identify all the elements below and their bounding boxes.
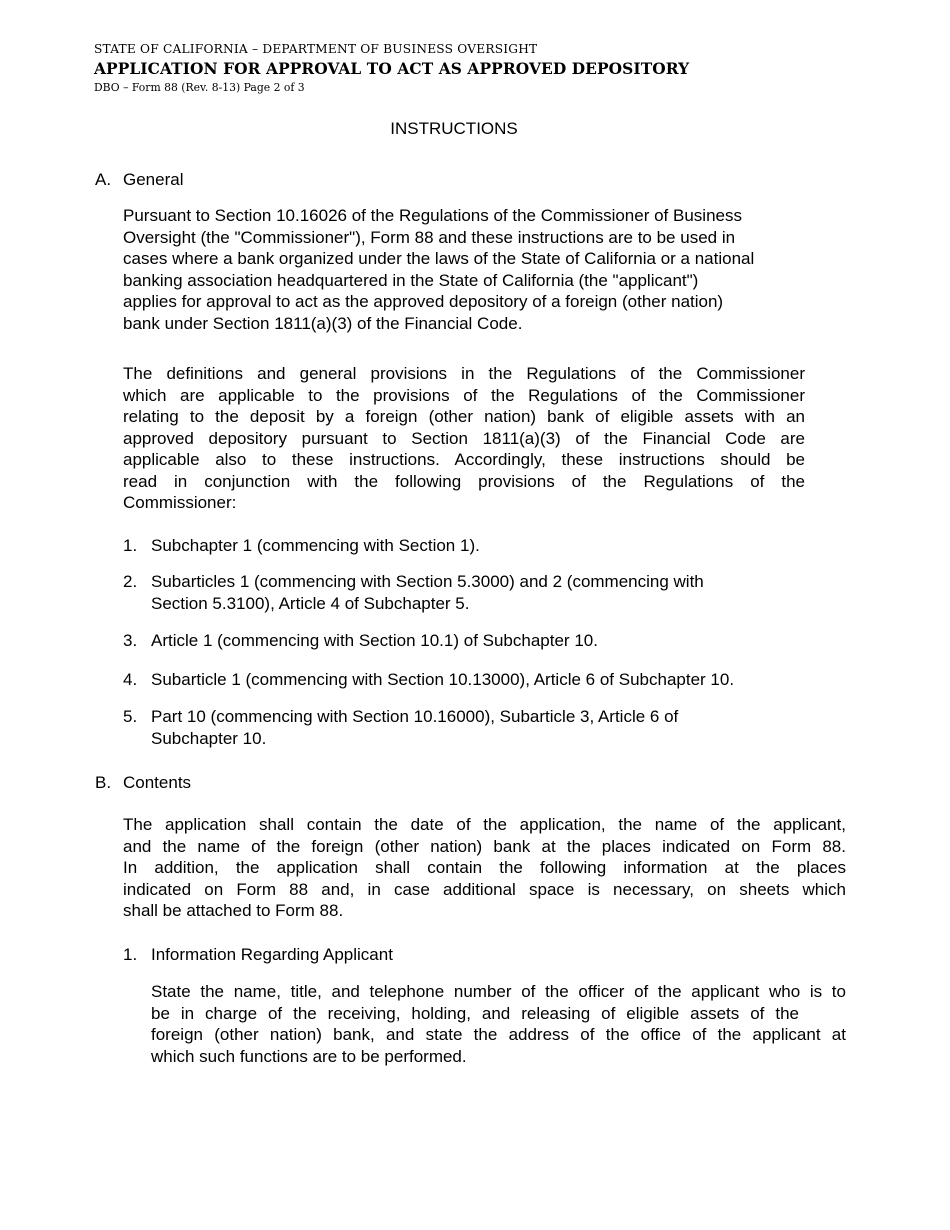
section-b-paragraph-1 [123, 814, 846, 922]
section-a-letter: A. [95, 170, 112, 189]
section-b-heading: Contents [123, 773, 192, 792]
text-line: cases where a bank organized under the laws of the State of California or a national [123, 249, 755, 268]
text-line: In addition, the application shall contain the following information at the places [123, 858, 846, 877]
list-item-number: 1. [123, 536, 138, 555]
list-item-number: 2. [123, 572, 138, 591]
text-line: which are applicable to the provisions of the Regulations of the Commissioner [123, 385, 805, 405]
subsection-paragraph [151, 981, 846, 1067]
text-line: which such functions are to be performed. [151, 1046, 467, 1066]
text-line: shall be attached to Form 88. [123, 901, 344, 920]
section-a-paragraph-2 [123, 363, 805, 514]
text-line: read in conjunction with the following provisions of the Regulations of the [123, 471, 805, 491]
text-line: applies for approval to act as the approved depository of a foreign (other nation) [123, 292, 724, 311]
text-line: The application shall contain the date of the application, the name of the applicant, [123, 815, 846, 834]
text-line: approved depository pursuant to Section 1811(a)(3) of the Financial Code are [123, 428, 805, 448]
text-line: Commissioner: [123, 493, 237, 512]
section-a-paragraph-1 [123, 205, 823, 334]
list-item-text: Section 5.3100), Article 4 of Subchapter 5. [151, 594, 470, 613]
text-line: indicated on Form 88 and, in case additional space is necessary, on sheets which [123, 879, 846, 899]
text-line: Pursuant to Section 10.16026 of the Regulations of the Commissioner of Business [123, 206, 742, 225]
text-line: applicable also to these instructions. Accordingly, these instructions should be [123, 450, 805, 469]
text-line: The definitions and general provisions in the Regulations of the Commissioner [123, 364, 805, 383]
agency-name: STATE OF CALIFORNIA – DEPARTMENT OF BUSINESS OVERSIGHT [94, 42, 538, 56]
text-line: be in charge of the receiving, holding, and releasing of eligible assets of the [151, 1003, 799, 1023]
section-a-heading: General [123, 170, 184, 189]
list-item-number: 3. [123, 631, 138, 650]
list-item-text: Subarticle 1 (commencing with Section 10.13000), Article 6 of Subchapter 10. [151, 670, 735, 689]
text-line: Oversight (the "Commissioner"), Form 88 and these instructions are to be used in [123, 227, 736, 247]
text-line: and the name of the foreign (other nation) bank at the places indicated on Form 88. [123, 836, 846, 856]
list-item-number: 5. [123, 707, 138, 726]
section-b-letter: B. [95, 773, 112, 792]
list-item-text: Article 1 (commencing with Section 10.1) of Subchapter 10. [151, 631, 598, 650]
text-line: bank under Section 1811(a)(3) of the Financial Code. [123, 313, 523, 333]
subsection-heading: Information Regarding Applicant [151, 945, 393, 964]
page-title: INSTRUCTIONS [390, 119, 518, 138]
list-item-text: Part 10 (commencing with Section 10.16000), Subarticle 3, Article 6 of [151, 707, 679, 726]
subsection-number: 1. [123, 945, 138, 964]
list-item-text: Subarticles 1 (commencing with Section 5.3000) and 2 (commencing with [151, 572, 704, 591]
text-line: relating to the deposit by a foreign (other nation) bank of eligible assets with an [123, 407, 805, 426]
form-info: DBO – Form 88 (Rev. 8-13) Page 2 of 3 [94, 81, 305, 94]
text-line: State the name, title, and telephone number of the officer of the applicant who is to [151, 982, 846, 1001]
form-title: APPLICATION FOR APPROVAL TO ACT AS APPROVED DEPOSITORY [94, 60, 690, 78]
text-line: banking association headquartered in the State of California (the "applicant") [123, 270, 699, 290]
list-item-text: Subchapter 10. [151, 729, 267, 748]
list-item-text: Subchapter 1 (commencing with Section 1). [151, 536, 480, 555]
list-item-number: 4. [123, 670, 138, 689]
text-line: foreign (other nation) bank, and state the address of the office of the applicant at [151, 1025, 846, 1044]
